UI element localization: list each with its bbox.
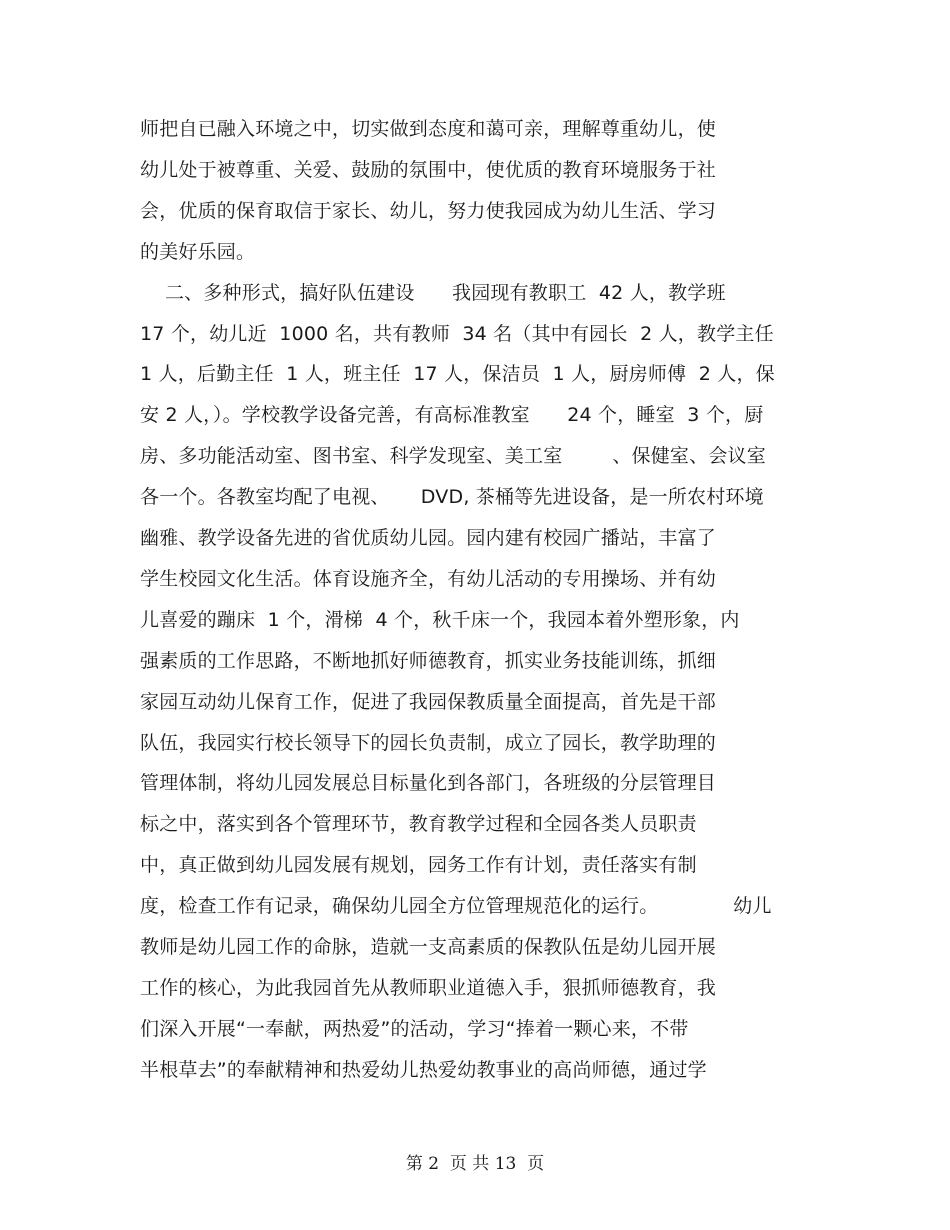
text-line: 各一个。各教室均配了电视、 DVD, 茶桶等先进设备，是一所农村环境 <box>140 486 764 508</box>
text-line: 教师是幼儿园工作的命脉，造就一支高素质的保教队伍是幼儿园开展 <box>140 936 717 958</box>
text-line: 儿喜爱的蹦床 1 个，滑梯 4 个，秋千床一个，我园本着外塑形象，内 <box>140 609 740 631</box>
text-line: 安 2 人，）。学校教学设备完善，有高标准教室 24 个，睡室 3 个，厨 <box>140 404 764 426</box>
text-line: 半根草去”的奉献精神和热爱幼儿热爱幼教事业的高尚师德，通过学 <box>140 1059 707 1081</box>
text-line: 房、多功能活动室、图书室、科学发现室、美工室 、保健室、会议室 <box>140 445 766 467</box>
text-line: 学生校园文化生活。体育设施齐全，有幼儿活动的专用操场、并有幼 <box>140 568 717 590</box>
text-line: 师把自已融入环境之中，切实做到态度和蔼可亲，理解尊重幼儿，使 <box>140 118 717 140</box>
text-line: 幼儿处于被尊重、关爱、鼓励的氛围中，使优质的教育环境服务于社 <box>140 159 717 181</box>
text-line: 标之中，落实到各个管理环节，教育教学过程和全园各类人员职责 <box>140 813 697 835</box>
text-line: 强素质的工作思路，不断地抓好师德教育，抓实业务技能训练，抓细 <box>140 650 717 672</box>
text-line: 二、多种形式，搞好队伍建设 我园现有教职工 42 人，教学班 <box>140 282 726 304</box>
text-line: 17 个，幼儿近 1000 名，共有教师 34 名（其中有园长 2 人，教学主任 <box>140 323 774 345</box>
text-line: 管理体制，将幼儿园发展总目标量化到各部门，各班级的分层管理目 <box>140 772 717 794</box>
text-line: 1 人，后勤主任 1 人，班主任 17 人，保洁员 1 人，厨房师傅 2 人，保 <box>140 363 775 385</box>
text-line: 工作的核心，为此我园首先从教师职业道德入手，狠抓师德教育，我 <box>140 977 717 999</box>
page-footer: 第 2 页 共 13 页 <box>405 1154 545 1174</box>
text-line: 会，优质的保育取信于家长、幼儿，努力使我园成为幼儿生活、学习 <box>140 200 717 222</box>
text-line: 幽雅、教学设备先进的省优质幼儿园。园内建有校园广播站，丰富了 <box>140 527 717 549</box>
text-line: 们深入开展“一奉献，两热爱”的活动，学习“捧着一颗心来，不带 <box>140 1018 689 1040</box>
text-line: 中，真正做到幼儿园发展有规划，园务工作有计划，责任落实有制 <box>140 854 697 876</box>
text-line: 队伍，我园实行校长领导下的园长负责制，成立了园长，教学助理的 <box>140 732 717 754</box>
text-line: 度，检查工作有记录，确保幼儿园全方位管理规范化的运行。 幼儿 <box>140 895 772 917</box>
text-line: 家园互动幼儿保育工作，促进了我园保教质量全面提高，首先是干部 <box>140 691 717 713</box>
text-line: 的美好乐园。 <box>140 241 256 263</box>
